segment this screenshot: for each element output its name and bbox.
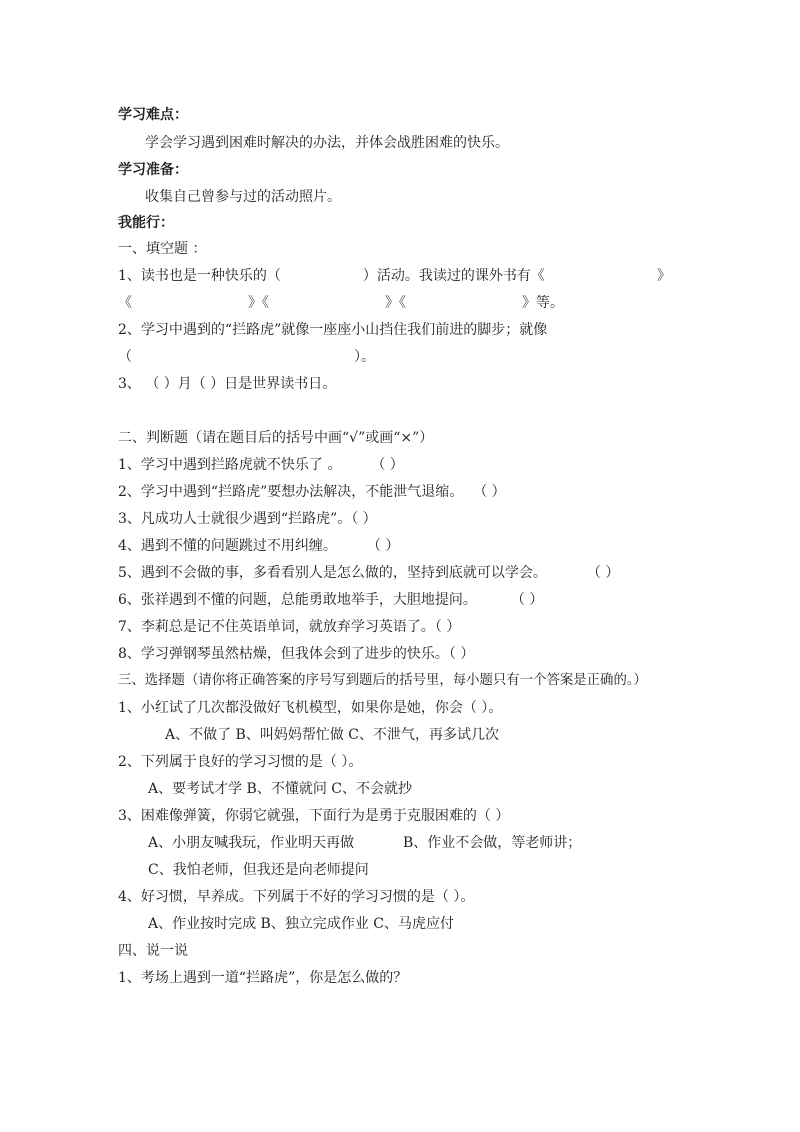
fill-q1-part-c: 》 bbox=[656, 268, 671, 284]
preparation-text: 收集自己曾参与过的活动照片。 bbox=[145, 189, 341, 205]
choice-q3: 3、困难像弹簧，你弱它就强，下面行为是勇于克服困难的（ ） bbox=[118, 808, 510, 824]
choice-title: 三、选择题（请你将正确答案的序号写到题后的括号里，每小题只有一个答案是正确的。） bbox=[118, 673, 647, 688]
judge-item: 2、学习中遇到“拦路虎”要想办法解决，不能泄气退缩。 （ ） bbox=[118, 484, 506, 500]
fill-q1-part-f: 》《 bbox=[385, 295, 406, 311]
fill-q1-line1 bbox=[118, 267, 671, 285]
fill-q1-line2 bbox=[118, 294, 564, 312]
choice-q3-option-c: C、我怕老师，但我还是向老师提问 bbox=[148, 862, 369, 878]
judge-item: 3、凡成功人士就很少遇到“拦路虎”。（ ） bbox=[118, 511, 377, 527]
ican-heading: 我能行： bbox=[118, 215, 174, 231]
judge-item: 8、学习弹钢琴虽然枯燥，但我体会到了进步的快乐。（ ） bbox=[118, 646, 475, 662]
answer-bracket: （ ） bbox=[448, 646, 475, 662]
fill-q3: 3、 （ ）月（ ）日是世界读书日。 bbox=[118, 376, 337, 392]
fill-q2-part-b: （ bbox=[118, 349, 132, 365]
choice-q1-options: A、不做了 B、叫妈妈帮忙做 C、不泄气，再多试几次 bbox=[165, 727, 500, 743]
choice-q2: 2、下列属于良好的学习习惯的是（ ）。 bbox=[118, 754, 363, 770]
answer-bracket: （ ） bbox=[586, 565, 620, 581]
choice-q3-option-a: A、小朋友喊我玩，作业明天再做 bbox=[148, 835, 355, 851]
fill-q1-part-b: ）活动。我读过的课外书有《 bbox=[362, 268, 545, 284]
choice-q1: 1、小红试了几次都没做好飞机模型，如果你是她，你会（ ）。 bbox=[118, 700, 503, 716]
fill-q2-part-c: ）。 bbox=[354, 349, 375, 365]
talk-q1: 1、考场上遇到一道“拦路虎”，你是怎么做的？ bbox=[118, 970, 408, 986]
talk-title: 四、说一说 bbox=[118, 943, 188, 959]
fill-q2-line1: 2、学习中遇到的“拦路虎”就像一座座小山挡住我们前进的脚步；就像 bbox=[118, 322, 548, 338]
answer-bracket: （ ） bbox=[371, 457, 404, 473]
difficulty-text: 学会学习遇到困难时解决的办法，并体会战胜困难的快乐。 bbox=[145, 135, 509, 151]
difficulty-heading: 学习难点： bbox=[118, 107, 188, 123]
judge-item: 6、张祥遇到不懂的问题，总能勇敢地举手，大胆地提问。 （ ） bbox=[118, 592, 544, 608]
judge-item: 1、学习中遇到拦路虎就不快乐了 。 （ ） bbox=[118, 457, 404, 473]
answer-bracket: （ ） bbox=[366, 538, 400, 554]
choice-q4-options: A、作业按时完成 B、独立完成作业 C、马虎应付 bbox=[148, 916, 455, 932]
answer-bracket: （ ） bbox=[351, 511, 377, 527]
judge-item: 5、遇到不会做的事，多看看别人是怎么做的，坚持到底就可以学会。 （ ） bbox=[118, 565, 620, 581]
choice-q4: 4、好习惯，早养成。下列属于不好的学习习惯的是（ ）。 bbox=[118, 889, 475, 905]
preparation-heading: 学习准备： bbox=[118, 162, 188, 178]
fill-q1-part-e: 》《 bbox=[248, 295, 269, 311]
answer-bracket: （ ） bbox=[434, 619, 461, 635]
fill-q2-line2 bbox=[118, 348, 375, 366]
judge-title: 二、判断题（请在题目后的括号中画“√”或画“×”） bbox=[118, 430, 434, 446]
fill-q1-part-g: 》等。 bbox=[522, 295, 564, 311]
judge-item: 4、遇到不懂的问题跳过不用纠缠。 （ ） bbox=[118, 538, 400, 554]
choice-q2-options: A、要考试才学 B、不懂就问 C、不会就抄 bbox=[148, 781, 413, 797]
choice-q3-option-b: B、作业不会做，等老师讲； bbox=[403, 835, 582, 851]
fill-q1-part-d: 《 bbox=[118, 295, 132, 311]
answer-bracket: （ ） bbox=[510, 592, 544, 608]
answer-bracket: （ ） bbox=[473, 484, 506, 500]
judge-item: 7、李莉总是记不住英语单词，就放弃学习英语了。（ ） bbox=[118, 619, 461, 635]
fill-q1-part-a: 1、读书也是一种快乐的（ bbox=[118, 268, 281, 284]
fill-title: 一、填空题 ： bbox=[118, 241, 207, 257]
